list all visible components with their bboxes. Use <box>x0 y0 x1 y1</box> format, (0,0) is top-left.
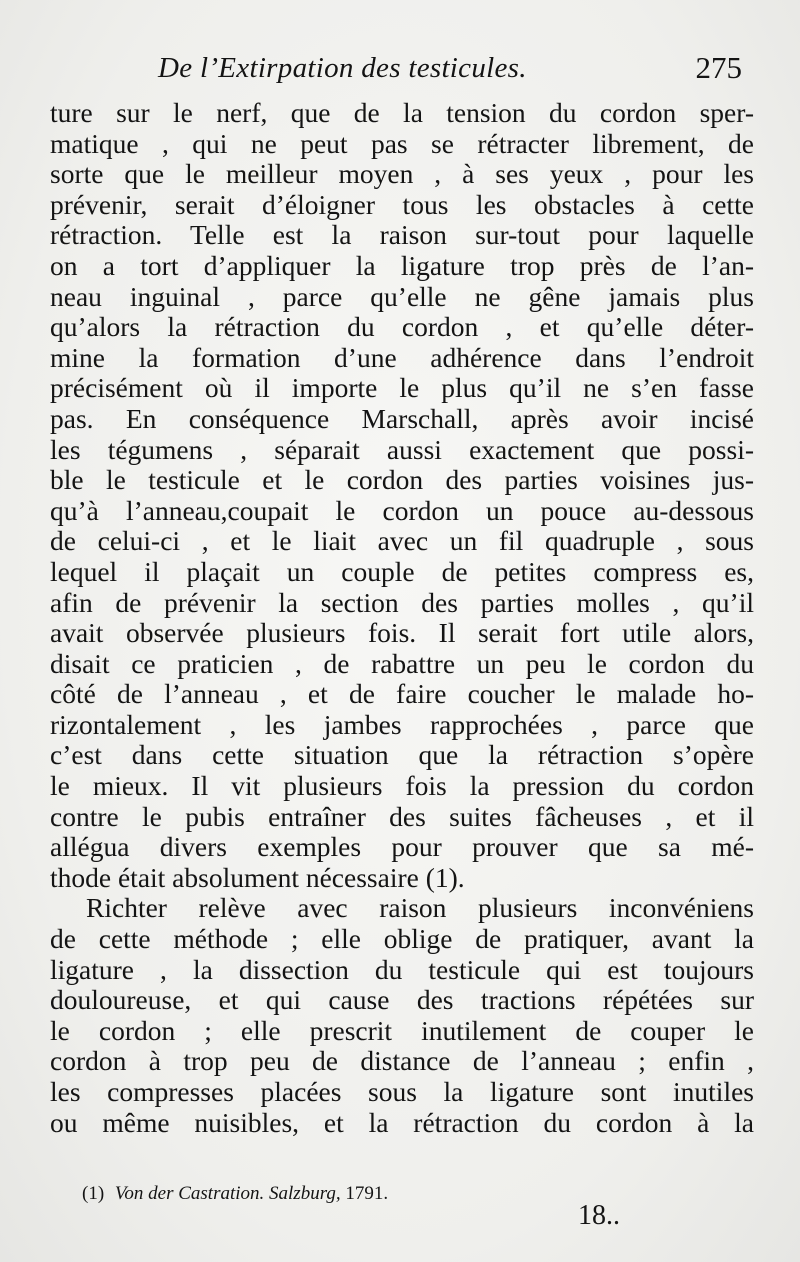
text-line: mine la formation d’une adhérence dans l’endroit <box>50 341 754 373</box>
text-line: de celui-ci , et le liait avec un fil quadruple , sous <box>50 525 754 557</box>
text-line: neau inguinal , parce qu’elle ne gêne jamais plus <box>50 280 754 312</box>
body-text <box>50 98 754 1138</box>
text-line: afin de prévenir la section des parties molles , qu’il <box>50 586 754 618</box>
text-line: rétraction. Telle est la raison sur-tout pour laquelle <box>50 219 754 251</box>
text-line: disait ce praticien , de rabattre un peu le cordon du <box>50 647 754 679</box>
text-line: prévenir, serait d’éloigner tous les obstacles à cette <box>50 188 754 220</box>
page-header <box>148 48 744 92</box>
text-line: le mieux. Il vit plusieurs fois la pression du cordon <box>50 770 754 802</box>
text-line: côté de l’anneau , et de faire coucher le malade ho- <box>50 678 754 710</box>
text-line: thode était absolument nécessaire (1). <box>50 861 465 893</box>
text-line: qu’alors la rétraction du cordon , et qu’elle déter- <box>50 311 754 343</box>
text-line: douloureuse, et qui cause des tractions répétées sur <box>50 984 754 1016</box>
text-line: sorte que le meilleur moyen , à ses yeux , pour les <box>50 158 754 190</box>
footnote-mark: (1) <box>82 1183 105 1204</box>
text-line: ture sur le nerf, que de la tension du cordon sper- <box>50 97 754 128</box>
text-line: lequel il plaçait un couple de petites compress es, <box>50 555 754 587</box>
text-line: Richter relève avec raison plusieurs inconvéniens <box>86 892 754 924</box>
signature-mark: 18.. <box>578 1200 620 1231</box>
text-line: on a tort d’appliquer la ligature trop près de l’an- <box>50 249 754 281</box>
text-line: ligature , la dissection du testicule qui est toujours <box>50 953 754 985</box>
text-line: les compresses placées sous la ligature sont inutiles <box>50 1076 754 1107</box>
text-line: rizontalement , les jambes rapprochées , parce que <box>50 708 754 740</box>
paragraph-2 <box>50 893 754 1138</box>
text-line: les tégumens , séparait aussi exactement que possi- <box>50 433 754 465</box>
text-line: cordon à trop peu de distance de l’anneau ; enfin , <box>50 1045 754 1077</box>
text-line: contre le pubis entraîner des suites fâcheuses , et il <box>50 800 754 832</box>
text-line: matique , qui ne peut pas se rétracter librement, de <box>50 127 754 159</box>
page-number: 275 <box>695 50 742 85</box>
running-title: De l’Extirpation des testicules. <box>158 52 527 84</box>
text-line: c’est dans cette situation que la rétraction s’opère <box>50 739 754 771</box>
text-line: avait observée plusieurs fois. Il serait fort utile alors, <box>50 617 754 649</box>
text-line: précisément où il importe le plus qu’il ne s’en fasse <box>50 372 754 404</box>
text-line: ble le testicule et le cordon des parties voisines jus- <box>50 464 754 496</box>
text-line: le cordon ; elle prescrit inutilement de couper le <box>50 1014 754 1046</box>
footnote <box>82 1183 388 1205</box>
text-line: pas. En conséquence Marschall, après avoir incisé <box>50 402 754 434</box>
text-line: allégua divers exemples pour prouver que sa mé- <box>50 831 754 863</box>
footnote-source: Von der Castration. Salzburg, <box>114 1183 341 1204</box>
text-line: de cette méthode ; elle oblige de pratiquer, avant la <box>50 923 754 955</box>
paragraph-1 <box>50 98 754 893</box>
text-line: ou même nuisibles, et la rétraction du cordon à la <box>50 1106 754 1138</box>
footnote-year: 1791. <box>345 1183 389 1204</box>
text-line: qu’à l’anneau,coupait le cordon un pouce au-dessous <box>50 494 754 526</box>
